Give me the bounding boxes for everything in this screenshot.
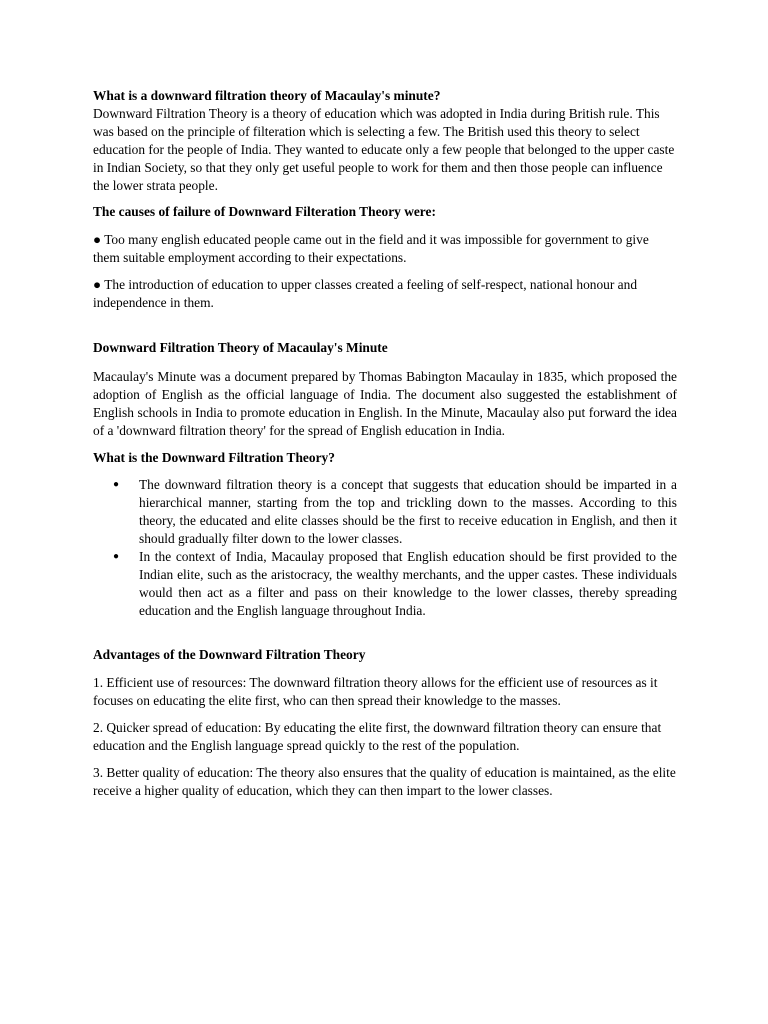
list-item xyxy=(113,548,677,620)
heading-causes-of-failure: The causes of failure of Downward Filteration Theory were: xyxy=(93,204,436,219)
list-item-text: The downward filtration theory is a concept that suggests that education should be imparted in a hierarchical manner, starting from the top and trickling down to the masses. According to this theory, the educated and elite classes should be the first to receive education in English, and then it should gradually filter down to the lower classes. xyxy=(139,477,677,546)
document-page xyxy=(93,87,677,800)
heading-what-is-theory: What is the Downward Filtration Theory? xyxy=(93,450,335,465)
intro-paragraph: Downward Filtration Theory is a theory of education which was adopted in India during British rule. This was based on the principle of filteration which is selecting a few. The British used this theory to select education for the people of India. They wanted to educate only a few people that belonged to the upper caste in Indian Society, so that they only get useful people to work for them and then those people can influence the lower strata people. xyxy=(93,106,675,193)
heading-advantages: Advantages of the Downward Filtration Theory xyxy=(93,647,366,662)
heading-theory-of-minute: Downward Filtration Theory of Macaulay's Minute xyxy=(93,340,388,355)
advantage-item-3: 3. Better quality of education: The theory also ensures that the quality of education is maintained, as the elite receive a higher quality of education, which they can then impart to the lower classes. xyxy=(93,765,676,798)
cause-item-2: ● The introduction of education to upper classes created a feeling of self-respect, national honour and independence in them. xyxy=(93,277,638,310)
cause-item-1: ● Too many english educated people came out in the field and it was impossible for government to give them suitable employment according to their expectations. xyxy=(93,232,649,265)
bullet-icon: ● xyxy=(113,479,120,490)
list-item-text: In the context of India, Macaulay proposed that English education should be first provided to the Indian elite, such as the aristocracy, the wealthy merchants, and the upper castes. These individuals would then act as a filter and pass on their knowledge to the lower classes, thereby spreading education and the English language throughout India. xyxy=(139,549,677,618)
list-item xyxy=(113,476,677,548)
heading-downward-filtration-question: What is a downward filtration theory of Macaulay's minute? xyxy=(93,88,441,103)
advantage-item-1: 1. Efficient use of resources: The downward filtration theory allows for the efficient use of resources as it focuses on educating the elite first, who can then spread their knowledge to the masses. xyxy=(93,675,658,708)
advantage-item-2: 2. Quicker spread of education: By educating the elite first, the downward filtration theory can ensure that education and the English language spread quickly to the rest of the population. xyxy=(93,720,662,753)
bullet-icon: ● xyxy=(113,551,120,562)
theory-bullet-list xyxy=(93,476,677,620)
minute-paragraph: Macaulay's Minute was a document prepared by Thomas Babington Macaulay in 1835, which proposed the adoption of English as the official language of India. The document also suggested the establishment of English schools in India to promote education in English. In the Minute, Macaulay also put forward the idea of a 'downward filtration theory' for the spread of English education in India. xyxy=(93,369,677,438)
